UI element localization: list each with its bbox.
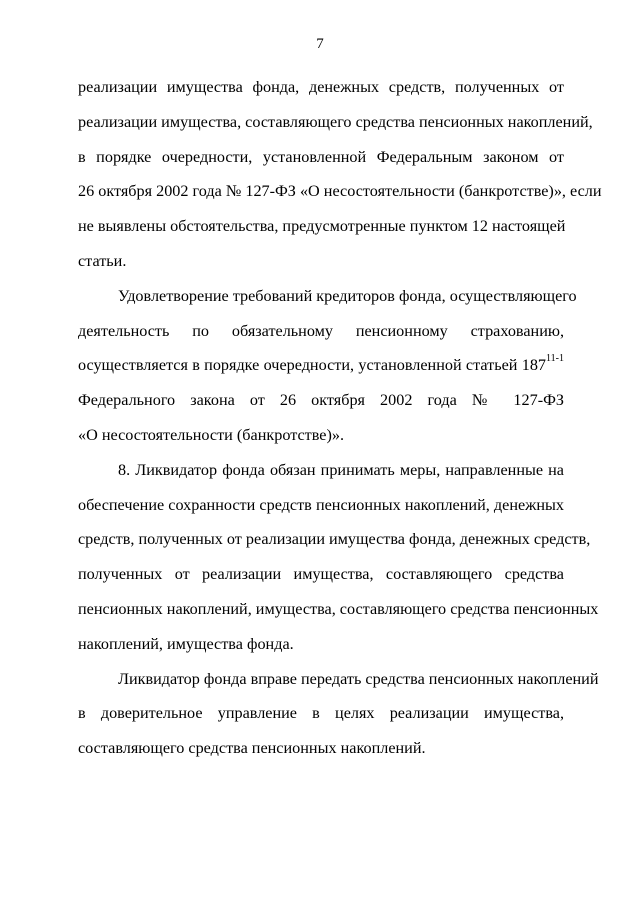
line-text: пенсионных накоплений, имущества, составляющего средства пенсионных [78, 599, 599, 618]
line-text: средств, полученных от реализации имущества фонда, денежных средств, [78, 530, 591, 549]
line-text: составляющего средства пенсионных накоплений. [78, 739, 426, 758]
text-line [78, 696, 564, 731]
text-line [78, 488, 564, 523]
text-line [78, 731, 564, 766]
line-text: Удовлетворение требований кредиторов фонда, осуществляющего [118, 286, 577, 305]
line-text: деятельность по обязательному пенсионному страхованию, [78, 321, 564, 340]
line-text: полученных от реализации имущества, составляющего средства [78, 565, 564, 584]
text-line [78, 105, 593, 140]
line-text: в доверительное управление в целях реализации имущества, [78, 704, 564, 723]
line-text: реализации имущества, составляющего средства пенсионных накоплений, [78, 112, 593, 131]
line-text: Федерального закона от 26 октября 2002 года № 127-ФЗ [78, 391, 564, 410]
paragraph [78, 279, 577, 453]
superscript: 11-1 [546, 353, 564, 365]
text-line [78, 418, 564, 453]
paragraph [78, 453, 599, 662]
line-text: осуществляется в порядке очередности, установленной статьей 187 [78, 356, 547, 375]
text-line [78, 592, 599, 627]
text-line [78, 557, 564, 592]
text-line [78, 279, 577, 314]
text-line [78, 174, 602, 209]
line-text: 26 октября 2002 года № 127-ФЗ «О несостоятельности (банкротстве)», если [78, 182, 602, 201]
text-line [78, 383, 564, 418]
text-line [78, 348, 564, 383]
text-line [78, 70, 564, 105]
line-text: обеспечение сохранности средств пенсионных накоплений, денежных [78, 495, 564, 514]
text-line [78, 627, 564, 662]
text-line [78, 453, 564, 488]
document-body [78, 70, 602, 766]
page-number: 7 [316, 36, 324, 52]
text-line [78, 662, 599, 697]
line-text: Ликвидатор фонда вправе передать средства пенсионных накоплений [118, 669, 599, 688]
line-text: реализации имущества фонда, денежных средств, полученных от [78, 78, 564, 96]
line-text: статьи. [78, 251, 127, 270]
line-text: в порядке очередности, установленной Федеральным законом от [78, 147, 564, 166]
line-text: «О несостоятельности (банкротстве)». [78, 425, 344, 444]
paragraph [78, 662, 599, 766]
paragraph [78, 70, 602, 279]
line-text: не выявлены обстоятельства, предусмотренные пунктом 12 настоящей [78, 217, 566, 236]
text-line [78, 209, 564, 244]
line-text: накоплений, имущества фонда. [78, 634, 294, 653]
line-text: 8. Ликвидатор фонда обязан принимать меры, направленные на [118, 460, 564, 479]
text-line [78, 244, 564, 279]
text-line [78, 140, 564, 175]
text-line [78, 522, 591, 557]
text-line [78, 314, 564, 349]
